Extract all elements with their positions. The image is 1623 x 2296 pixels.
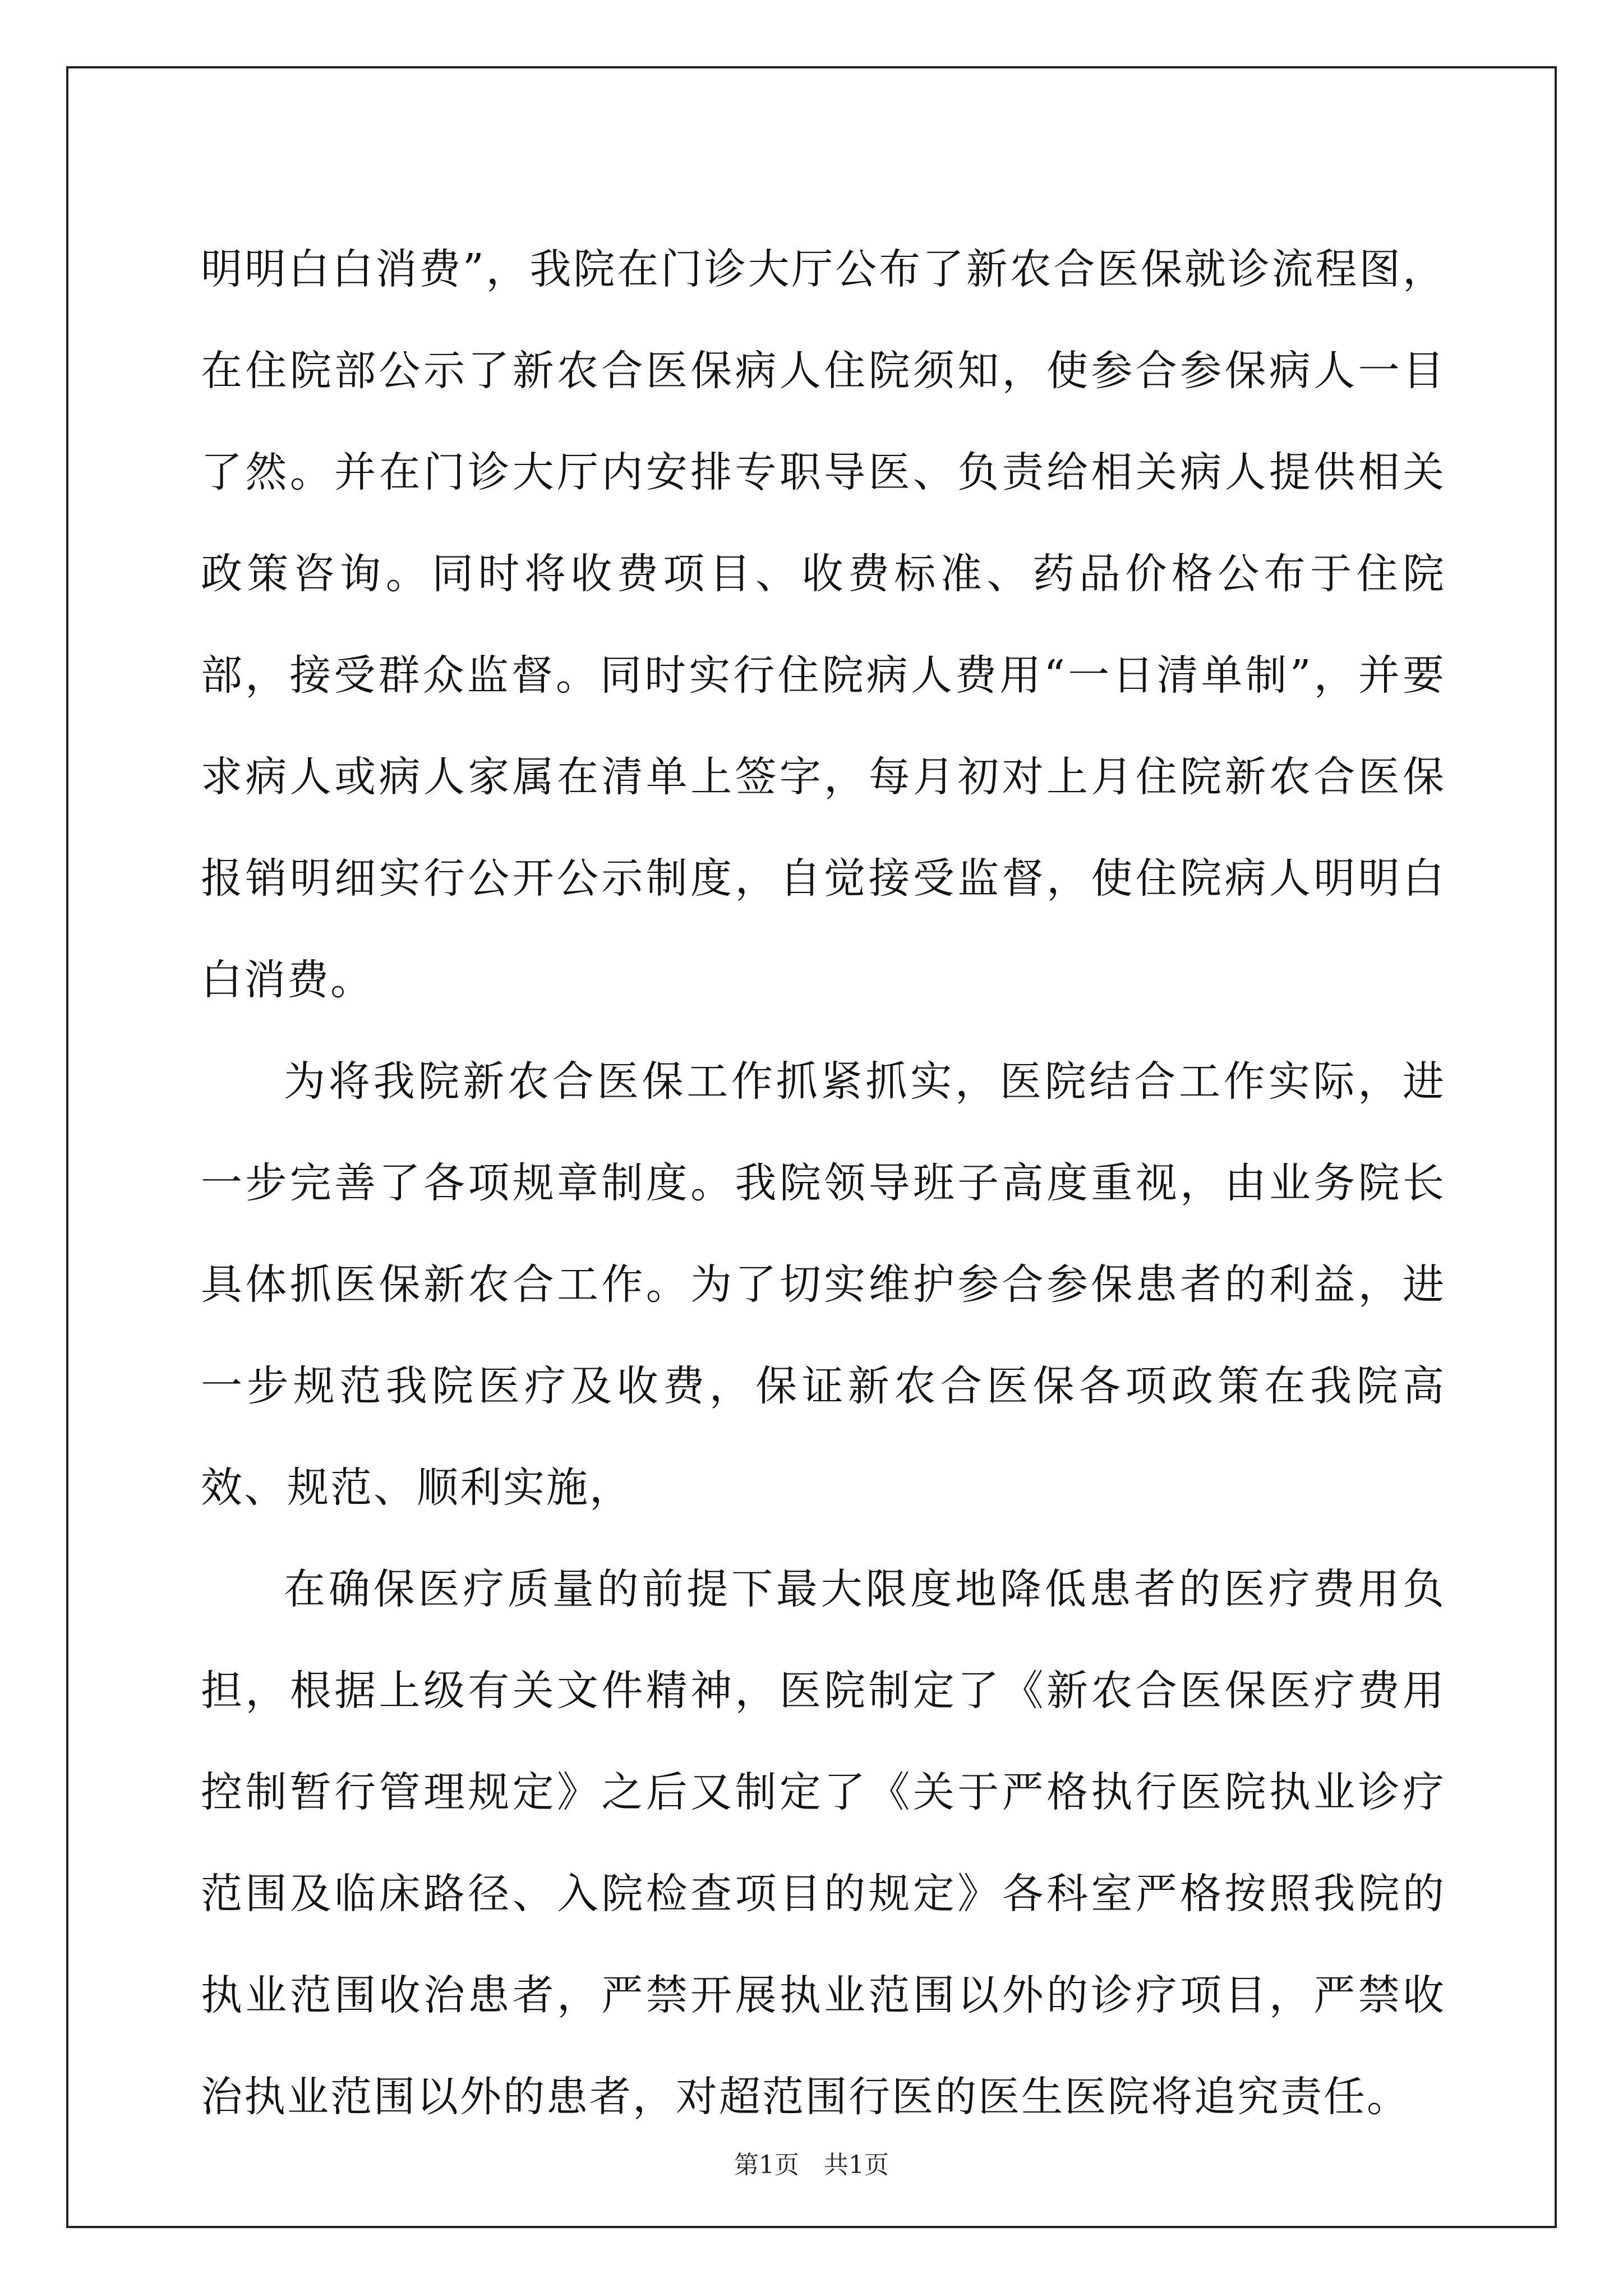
page-number-footer: 第1页 共1页 [734, 2151, 889, 2179]
paragraph-2: 为将我院新农合医保工作抓紧抓实，医院结合工作实际，进一步完善了各项规章制度。我院领导班子高度重视，由业务院长具体抓医保新农合工作。为了切实维护参合参保患者的利益，进一步规范我院医疗及收费，保证新农合医保各项政策在我院高效、规范、顺利实施， [201, 1057, 1446, 1512]
paragraph-3: 在确保医疗质量的前提下最大限度地降低患者的医疗费用负担，根据上级有关文件精神，医院制定了《新农合医保医疗费用控制暂行管理规定》之后又制定了《关于严格执行医院执业诊疗范围及临床路径、入院检查项目的规定》各科室严格按照我院的执业范围收治患者，严禁开展执业范围以外的诊疗项目，严禁收治执业范围以外的患者，对超范围行医的医生医院将追究责任。 [201, 1565, 1446, 2121]
document-body [201, 219, 1446, 2148]
paragraph-1: 明明白白消费”，我院在门诊大厅公布了新农合医保就诊流程图，在住院部公示了新农合医保病人住院须知，使参合参保病人一目了然。并在门诊大厅内安排专职导医、负责给相关病人提供相关政策咨询。同时将收费项目、收费标准、药品价格公布于住院部，接受群众监督。同时实行住院病人费用“一日清单制”，并要求病人或病人家属在清单上签字，每月初对上月住院新农合医保报销明细实行公开公示制度，自觉接受监督，使住院病人明明白白消费。 [201, 245, 1446, 1004]
